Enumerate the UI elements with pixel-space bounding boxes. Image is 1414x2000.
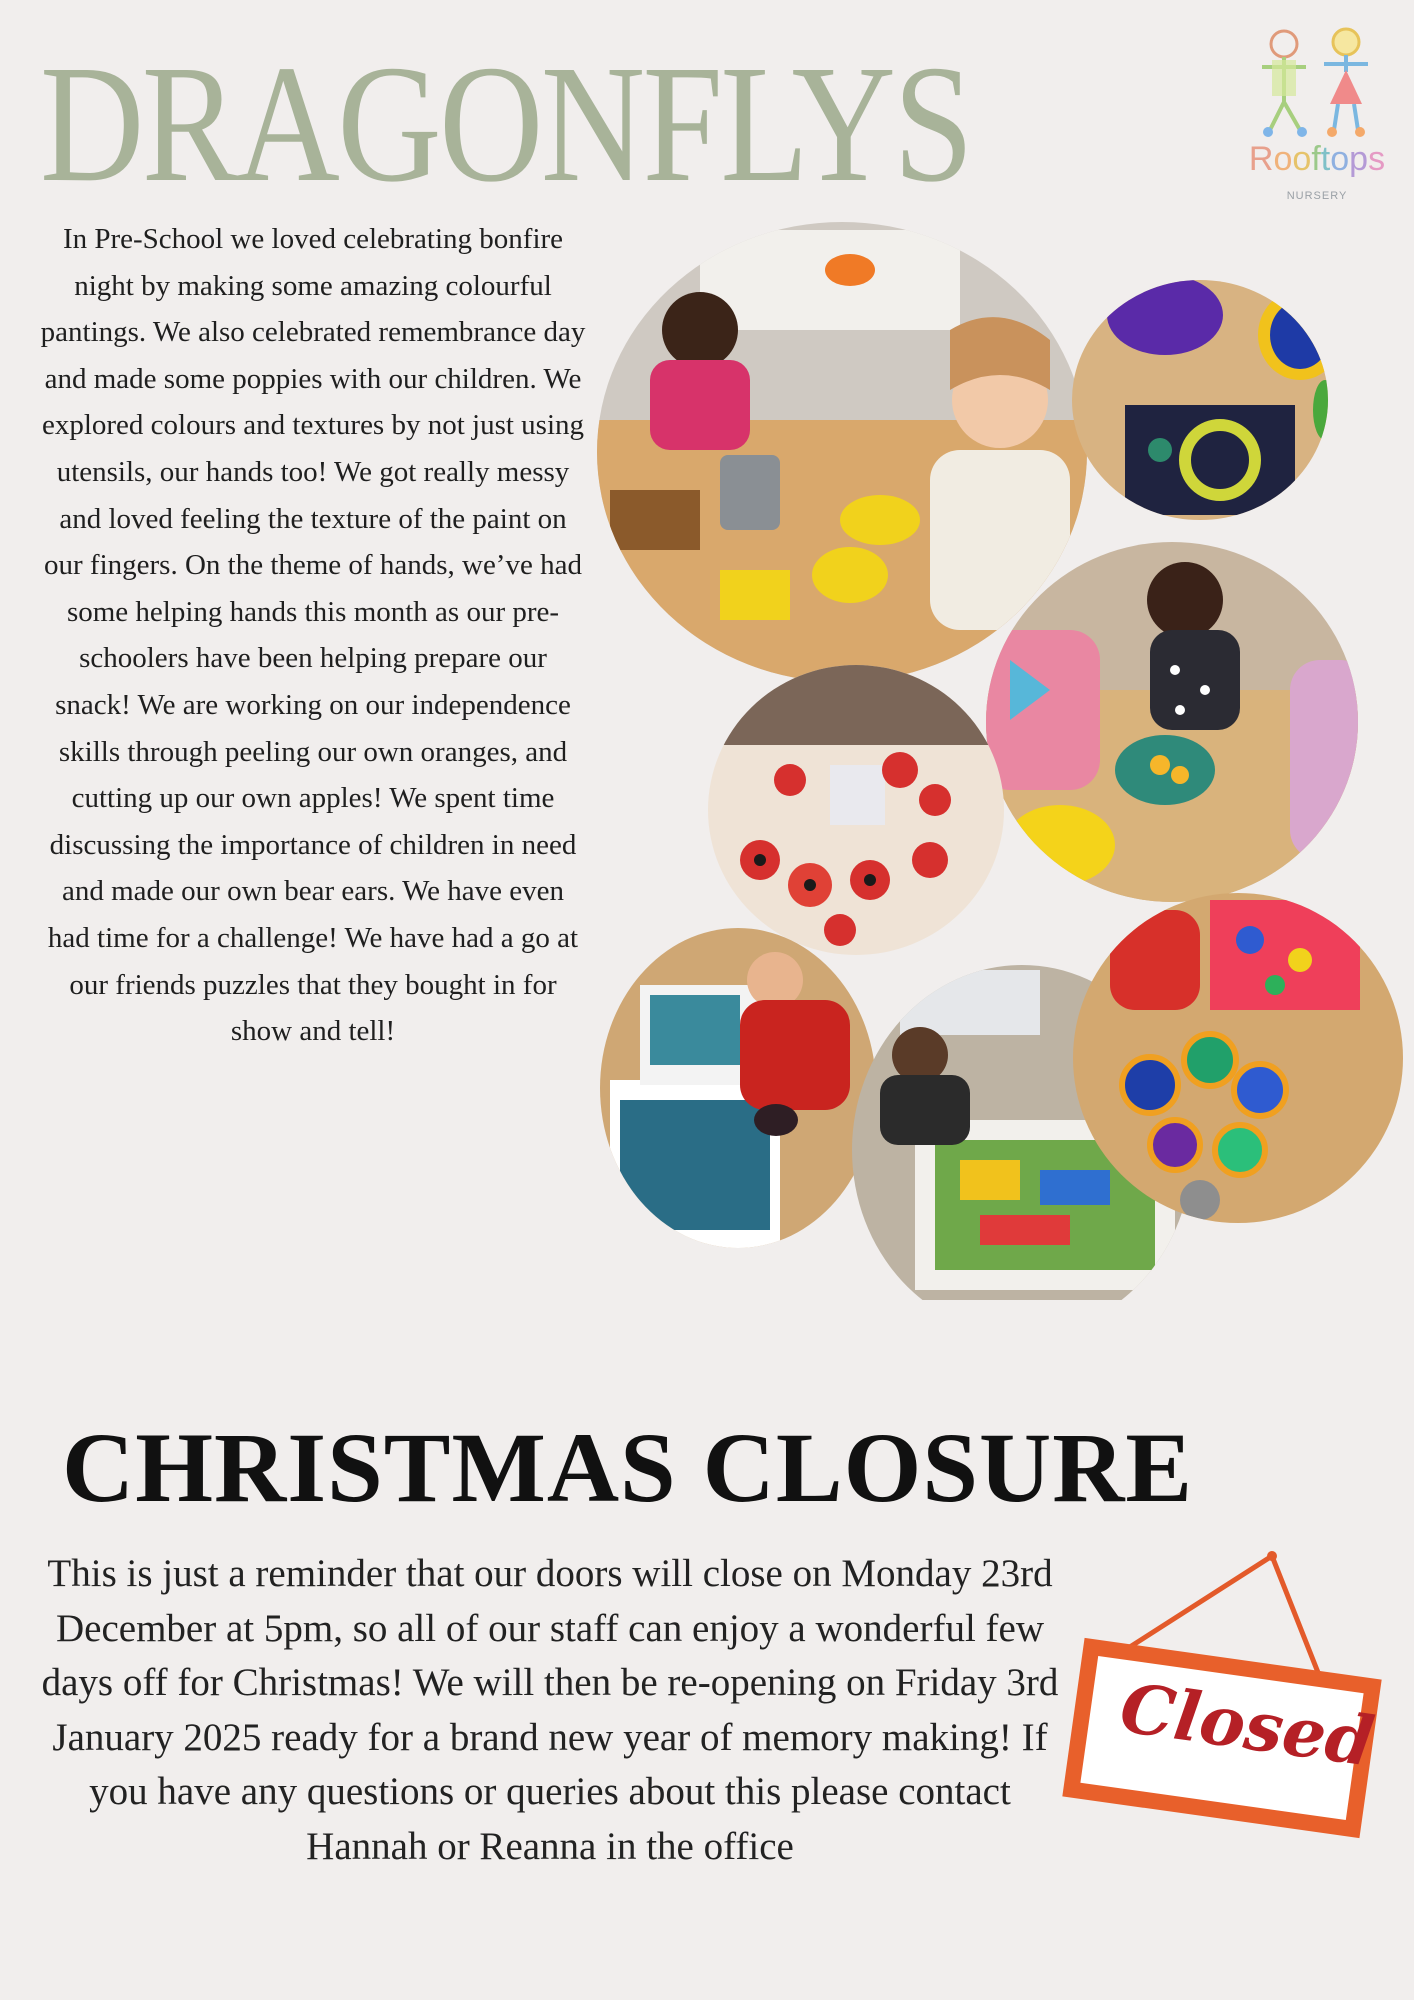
- photo-snack-prep: [980, 540, 1370, 905]
- photo-poppy-prints: [705, 665, 1005, 960]
- rooftops-logo: [1232, 12, 1402, 202]
- closure-title: CHRISTMAS CLOSURE: [62, 1412, 1194, 1523]
- closed-sign-label: Closed: [1115, 1668, 1379, 1783]
- photo-paint-pots: [1070, 275, 1342, 525]
- logo-letter: o: [1330, 140, 1350, 178]
- logo-wordmark: [1232, 140, 1402, 179]
- logo-letter: o: [1273, 140, 1293, 178]
- closed-sign: [1052, 1548, 1392, 1848]
- photo-blue-painting: [595, 925, 885, 1250]
- logo-letter: p: [1349, 140, 1369, 178]
- intro-paragraph: In Pre-School we loved celebrating bonfire night by making some amazing colourful pantings. We also celebrated remembrance day and made some poppies with our children. We explored colours and textures by not just using utensils, our hands too! We got really messy and loved feeling the texture of the paint on our fingers. On the theme of hands, we’ve had some helping hands this month as our pre-schoolers have been helping prepare our snack! We are working on our independence skills through peeling our own oranges, and cutting up our own apples! We spent time discussing the importance of children in need and made our own bear ears. We have even had time for a challenge! We have had a go at our friends puzzles that they bought in for show and tell!: [40, 223, 586, 1048]
- logo-subtitle: NURSERY: [1286, 190, 1348, 202]
- photo-painting-table: [590, 220, 1090, 690]
- children-drawing-icon: [1242, 12, 1392, 142]
- closure-paragraph: This is just a reminder that our doors will close on Monday 23rd December at 5pm, so all of our staff can enjoy a wonderful few days off for Christmas! We will then be re-opening on Friday 3rd January 2025 ready for a brand new year of memory making! If you have any questions or queries about this please contact Hannah or Reanna in the office: [41, 1552, 1059, 1868]
- logo-letter: s: [1368, 140, 1386, 178]
- logo-letter: R: [1248, 140, 1274, 178]
- logo-letter: t: [1320, 140, 1331, 178]
- logo-letter: o: [1292, 140, 1312, 178]
- photo-finger-painting: [1070, 890, 1410, 1225]
- photo-floor-puzzle: [850, 965, 1195, 1300]
- logo-letter: f: [1311, 140, 1321, 178]
- page-title: DRAGONFLYS: [40, 31, 972, 217]
